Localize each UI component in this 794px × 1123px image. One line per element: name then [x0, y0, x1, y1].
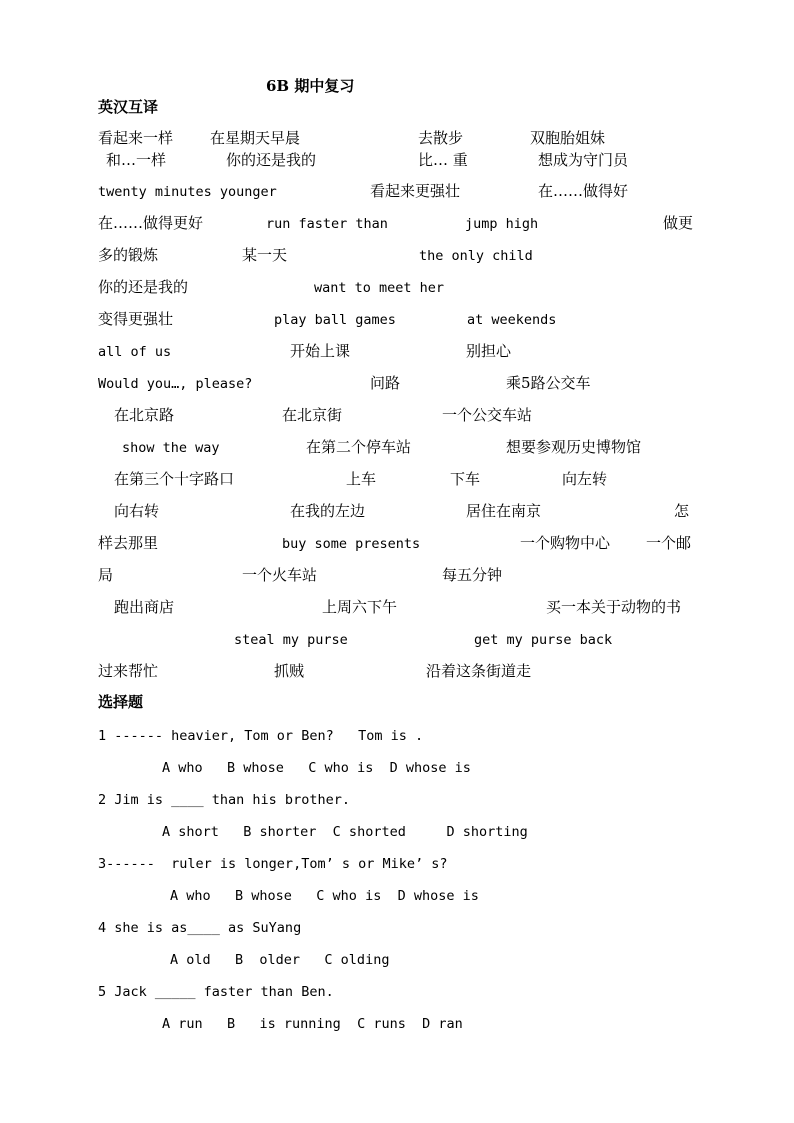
phrase: 向右转: [114, 502, 160, 520]
phrase: 想成为守门员: [538, 151, 629, 169]
phrase: 在星期天早晨: [210, 129, 301, 147]
phrase: 开始上课: [290, 342, 351, 360]
question-text: 2 Jim is ____ than his brother.: [98, 792, 350, 808]
phrase: 怎: [674, 502, 690, 520]
phrase: want to meet her: [314, 280, 445, 296]
phrase: 每五分钟: [442, 566, 503, 584]
phrase: jump high: [465, 216, 539, 232]
phrase: 上车: [346, 470, 377, 488]
phrase: steal my purse: [234, 632, 348, 648]
phrase: 在第三个十字路口: [114, 470, 235, 488]
question-text: 3------ ruler is longer,Tom’ s or Mike’ s?: [98, 856, 448, 872]
phrase: 在我的左边: [290, 502, 366, 520]
section-heading-choice: 选择题: [98, 693, 144, 711]
phrase: 在北京街: [282, 406, 343, 424]
phrase: 居住在南京: [466, 502, 542, 520]
phrase: 看起来更强壮: [370, 182, 461, 200]
phrase: 在第二个停车站: [306, 438, 412, 456]
question-options: A short B shorter C shorted D shorting: [162, 824, 528, 840]
phrase: 向左转: [562, 470, 608, 488]
phrase: 多的锻炼: [98, 246, 159, 264]
question-options: A who B whose C who is D whose is: [162, 760, 471, 776]
phrase: 在北京路: [114, 406, 175, 424]
question-options: A who B whose C who is D whose is: [170, 888, 479, 904]
section-heading-translation: 英汉互译: [98, 98, 159, 116]
question-options: A old B older C olding: [170, 952, 390, 968]
question-text: 1 ------ heavier, Tom or Ben? Tom is .: [98, 728, 424, 744]
phrase: 一个购物中心: [520, 534, 611, 552]
phrase: 局: [98, 566, 114, 584]
phrase: 下车: [450, 470, 481, 488]
phrase: 一个公交车站: [442, 406, 533, 424]
phrase: get my purse back: [474, 632, 613, 648]
page-title: 6B 期中复习: [266, 77, 355, 95]
phrase: 比… 重: [418, 151, 468, 169]
phrase: 去散步: [418, 129, 464, 147]
phrase: play ball games: [274, 312, 396, 328]
phrase: 变得更强壮: [98, 310, 174, 328]
phrase: run faster than: [266, 216, 388, 232]
phrase: 抓贼: [274, 662, 305, 680]
phrase: 想要参观历史博物馆: [506, 438, 642, 456]
phrase: 问路: [370, 374, 401, 392]
phrase: 别担心: [466, 342, 512, 360]
question-options: A run B is running C runs D ran: [162, 1016, 463, 1032]
phrase: 样去那里: [98, 534, 159, 552]
phrase: at weekends: [467, 312, 557, 328]
phrase: 跑出商店: [114, 598, 175, 616]
phrase: 上周六下午: [322, 598, 398, 616]
question-text: 4 she is as____ as SuYang: [98, 920, 302, 936]
phrase: 买一本关于动物的书: [546, 598, 682, 616]
phrase: show the way: [122, 440, 220, 456]
phrase: 你的还是我的: [98, 278, 189, 296]
phrase: buy some presents: [282, 536, 421, 552]
phrase: 看起来一样: [98, 129, 174, 147]
phrase: 过来帮忙: [98, 662, 159, 680]
phrase: 一个邮: [646, 534, 692, 552]
phrase: 乘5路公交车: [506, 374, 591, 392]
phrase: 在……做得更好: [98, 214, 204, 232]
phrase: 双胞胎姐妹: [530, 129, 606, 147]
phrase: twenty minutes younger: [98, 184, 277, 200]
phrase: Would you…, please?: [98, 376, 253, 392]
phrase: 某一天: [242, 246, 288, 264]
phrase: 做更: [663, 214, 694, 232]
phrase: 和…一样: [106, 151, 167, 169]
phrase: 沿着这条街道走: [426, 662, 532, 680]
question-text: 5 Jack _____ faster than Ben.: [98, 984, 334, 1000]
phrase: all of us: [98, 344, 172, 360]
phrase: 一个火车站: [242, 566, 318, 584]
phrase: the only child: [419, 248, 533, 264]
phrase: 你的还是我的: [226, 151, 317, 169]
phrase: 在……做得好: [538, 182, 629, 200]
